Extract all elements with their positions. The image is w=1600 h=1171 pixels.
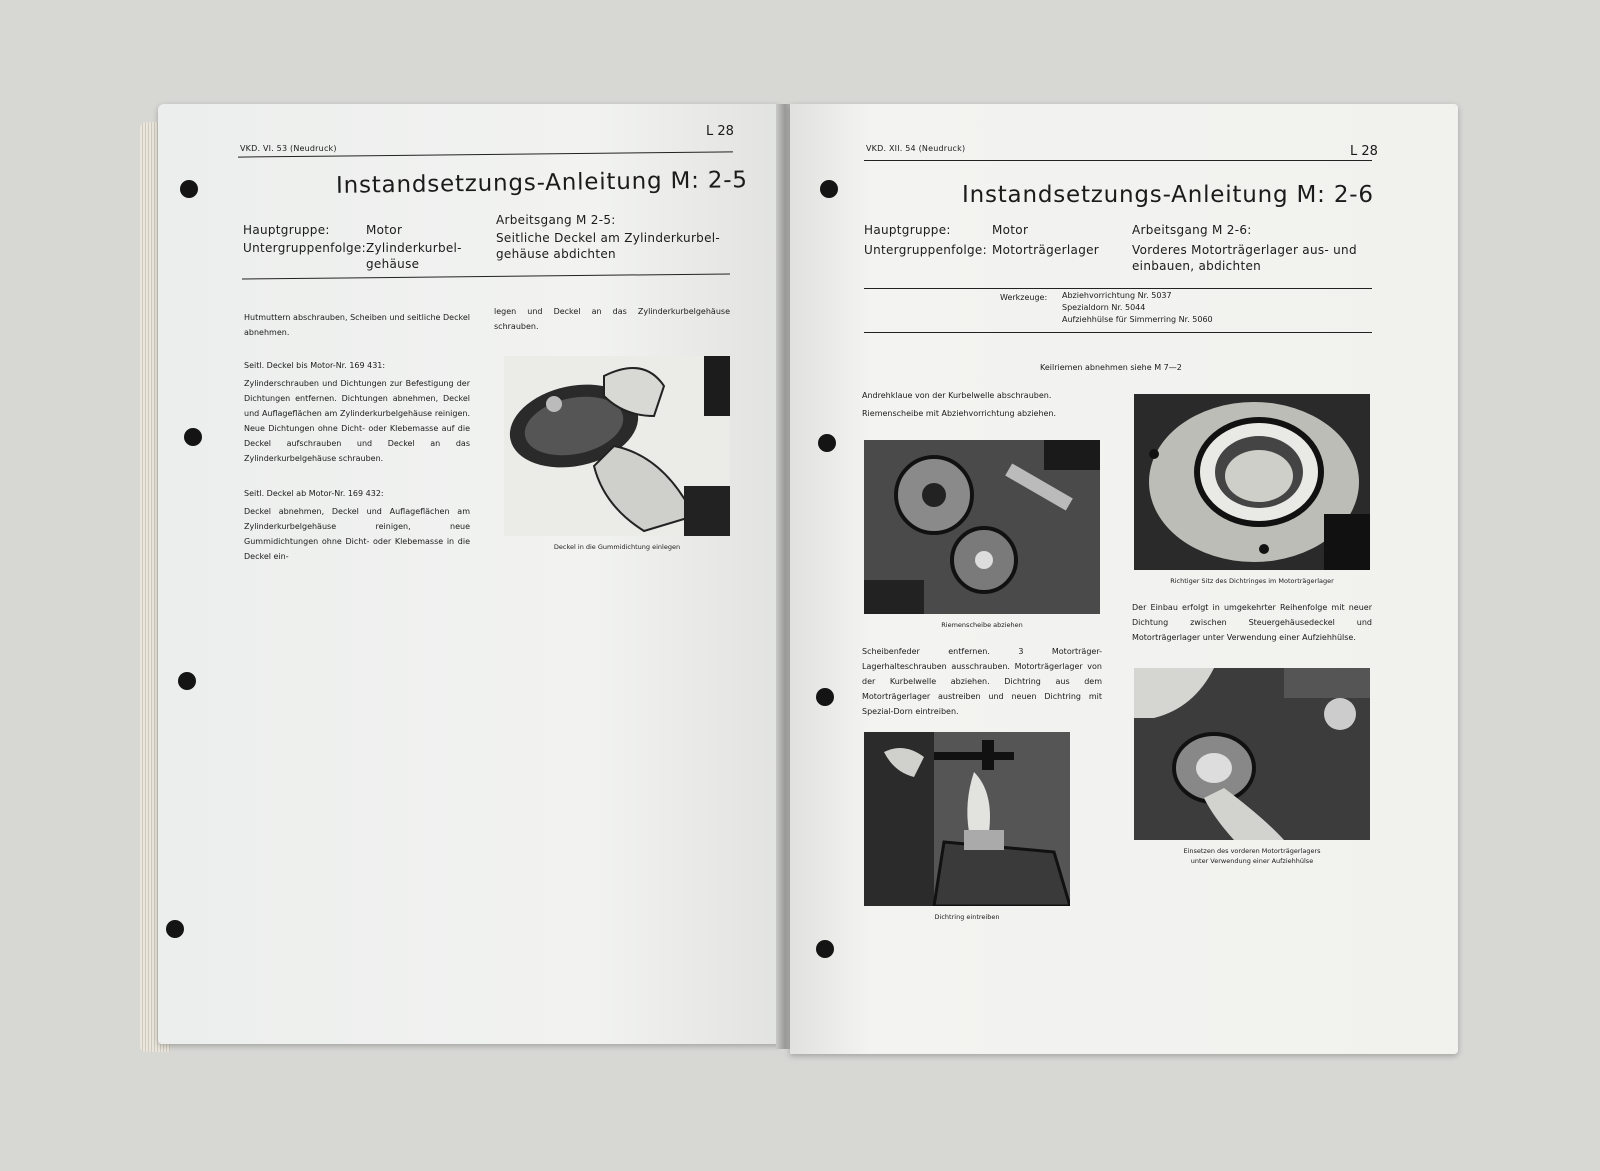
left-untergruppe-label: Untergruppenfolge: bbox=[243, 241, 366, 255]
punch-hole bbox=[818, 434, 836, 452]
right-meta-rule-2 bbox=[864, 332, 1372, 333]
left-untergruppe-value: Zylinderkurbel- gehäuse bbox=[366, 241, 462, 271]
punch-hole bbox=[184, 428, 202, 446]
photo-riemenscheibe bbox=[864, 440, 1100, 614]
left-page bbox=[158, 104, 780, 1044]
right-header-rule bbox=[864, 160, 1372, 161]
right-hauptgruppe-value: Motor bbox=[992, 223, 1029, 237]
left-page-title: Instandsetzungs-Anleitung M: 2-5 bbox=[335, 167, 748, 199]
right-arbeitsgang-label: Arbeitsgang M 2-6: bbox=[1132, 223, 1252, 237]
keilriemen-note: Keilriemen abnehmen siehe M 7—2 bbox=[1040, 363, 1182, 372]
punch-hole bbox=[816, 940, 834, 958]
right-para-1: Andrehklaue von der Kurbelwelle abschrauben. bbox=[862, 391, 1052, 400]
left-arbeitsgang-label: Arbeitsgang M 2-5: bbox=[496, 213, 616, 227]
right-para-3: Scheibenfeder entfernen. 3 Motorträger-Lagerhalteschrauben ausschrauben. Motorträgerlager von der Kurbelwelle abziehen. Dichtring aus dem Motorträgerlager austreiben und neuen Dichtring mit Spezial-Dorn eintreiben. bbox=[862, 647, 1102, 716]
left-photo-cover-gasket bbox=[504, 356, 730, 536]
punch-hole bbox=[816, 688, 834, 706]
right-hauptgruppe-label: Hauptgruppe: bbox=[864, 223, 951, 237]
right-caption-2: Dichtring eintreiben bbox=[934, 913, 1000, 921]
right-caption-1: Riemenscheibe abziehen bbox=[941, 621, 1023, 629]
right-untergruppe-label: Untergruppenfolge: bbox=[864, 243, 987, 257]
left-page-header: VKD. VI. 53 (Neudruck) bbox=[240, 144, 337, 153]
right-meta-rule-1 bbox=[864, 288, 1372, 289]
right-caption-3: Richtiger Sitz des Dichtringes im Motorträgerlager bbox=[1170, 577, 1334, 585]
right-caption-4: Einsetzen des vorderen Motorträgerlagers unter Verwendung einer Aufziehhülse bbox=[1183, 847, 1321, 865]
left-para-1: Hutmuttern abschrauben, Scheiben und seitliche Deckel abnehmen. bbox=[244, 313, 470, 337]
right-untergruppe-value: Motorträgerlager bbox=[992, 243, 1100, 257]
punch-hole bbox=[166, 920, 184, 938]
punch-hole bbox=[180, 180, 198, 198]
right-page-number: L 28 bbox=[1350, 144, 1378, 159]
photo-dichtring-sitz bbox=[1134, 394, 1370, 570]
left-caption-1: Deckel in die Gummidichtung einlegen bbox=[553, 543, 681, 551]
right-arbeitsgang-value: Vorderes Motorträgerlager aus- und einbauen, abdichten bbox=[1132, 243, 1357, 273]
right-para-4: Der Einbau erfolgt in umgekehrter Reihenfolge mit neuer Dichtung zwischen Steuergehäusedeckel und Motorträgerlager unter Verwendung einer Aufziehhülse. bbox=[1132, 603, 1372, 642]
right-page-header: VKD. XII. 54 (Neudruck) bbox=[866, 144, 966, 153]
photo-motortraegerlager-einsetzen bbox=[1134, 668, 1370, 840]
left-page-number: L 28 bbox=[706, 124, 734, 139]
left-para-2: Zylinderschrauben und Dichtungen zur Befestigung der Dichtungen entfernen. Dichtungen abnehmen, Deckel und Auflageflächen am Zylinderkurbelgehäuse reinigen. Neue Dichtungen ohne Dicht- oder Klebemasse auf die Deckel aufschrauben und Deckel an das Zylinderkurbelgehäuse schrauben. bbox=[244, 379, 470, 463]
punch-hole bbox=[820, 180, 838, 198]
werkzeug-2: Spezialdorn Nr. 5044 bbox=[1062, 303, 1146, 312]
left-arbeitsgang-value: Seitliche Deckel am Zylinderkurbel- gehäuse abdichten bbox=[496, 231, 721, 261]
werkzeug-1: Abziehvorrichtung Nr. 5037 bbox=[1062, 291, 1172, 300]
left-para-3: Deckel abnehmen, Deckel und Auflageflächen am Zylinderkurbelgehäuse reinigen, neue Gummidichtungen ohne Dicht- oder Klebemasse in die Deckel ein- bbox=[244, 507, 470, 561]
left-hauptgruppe-value: Motor bbox=[366, 223, 403, 237]
left-meta-rule bbox=[242, 273, 730, 279]
punch-hole bbox=[178, 672, 196, 690]
right-para-2: Riemenscheibe mit Abziehvorrichtung abziehen. bbox=[862, 409, 1057, 418]
left-hauptgruppe-label: Hauptgruppe: bbox=[243, 223, 330, 237]
right-page bbox=[790, 104, 1458, 1054]
left-subhead-1: Seitl. Deckel bis Motor-Nr. 169 431: bbox=[244, 361, 386, 370]
werkzeuge-label: Werkzeuge: bbox=[1000, 293, 1048, 302]
open-manual bbox=[140, 104, 1470, 1064]
left-subhead-2: Seitl. Deckel ab Motor-Nr. 169 432: bbox=[244, 489, 384, 498]
right-page-title: Instandsetzungs-Anleitung M: 2-6 bbox=[962, 182, 1374, 208]
photo-dichtring-eintreiben bbox=[864, 732, 1070, 906]
werkzeug-3: Aufziehhülse für Simmerring Nr. 5060 bbox=[1062, 315, 1213, 324]
left-para-4: legen und Deckel an das Zylinderkurbelgehäuse schrauben. bbox=[494, 307, 730, 331]
